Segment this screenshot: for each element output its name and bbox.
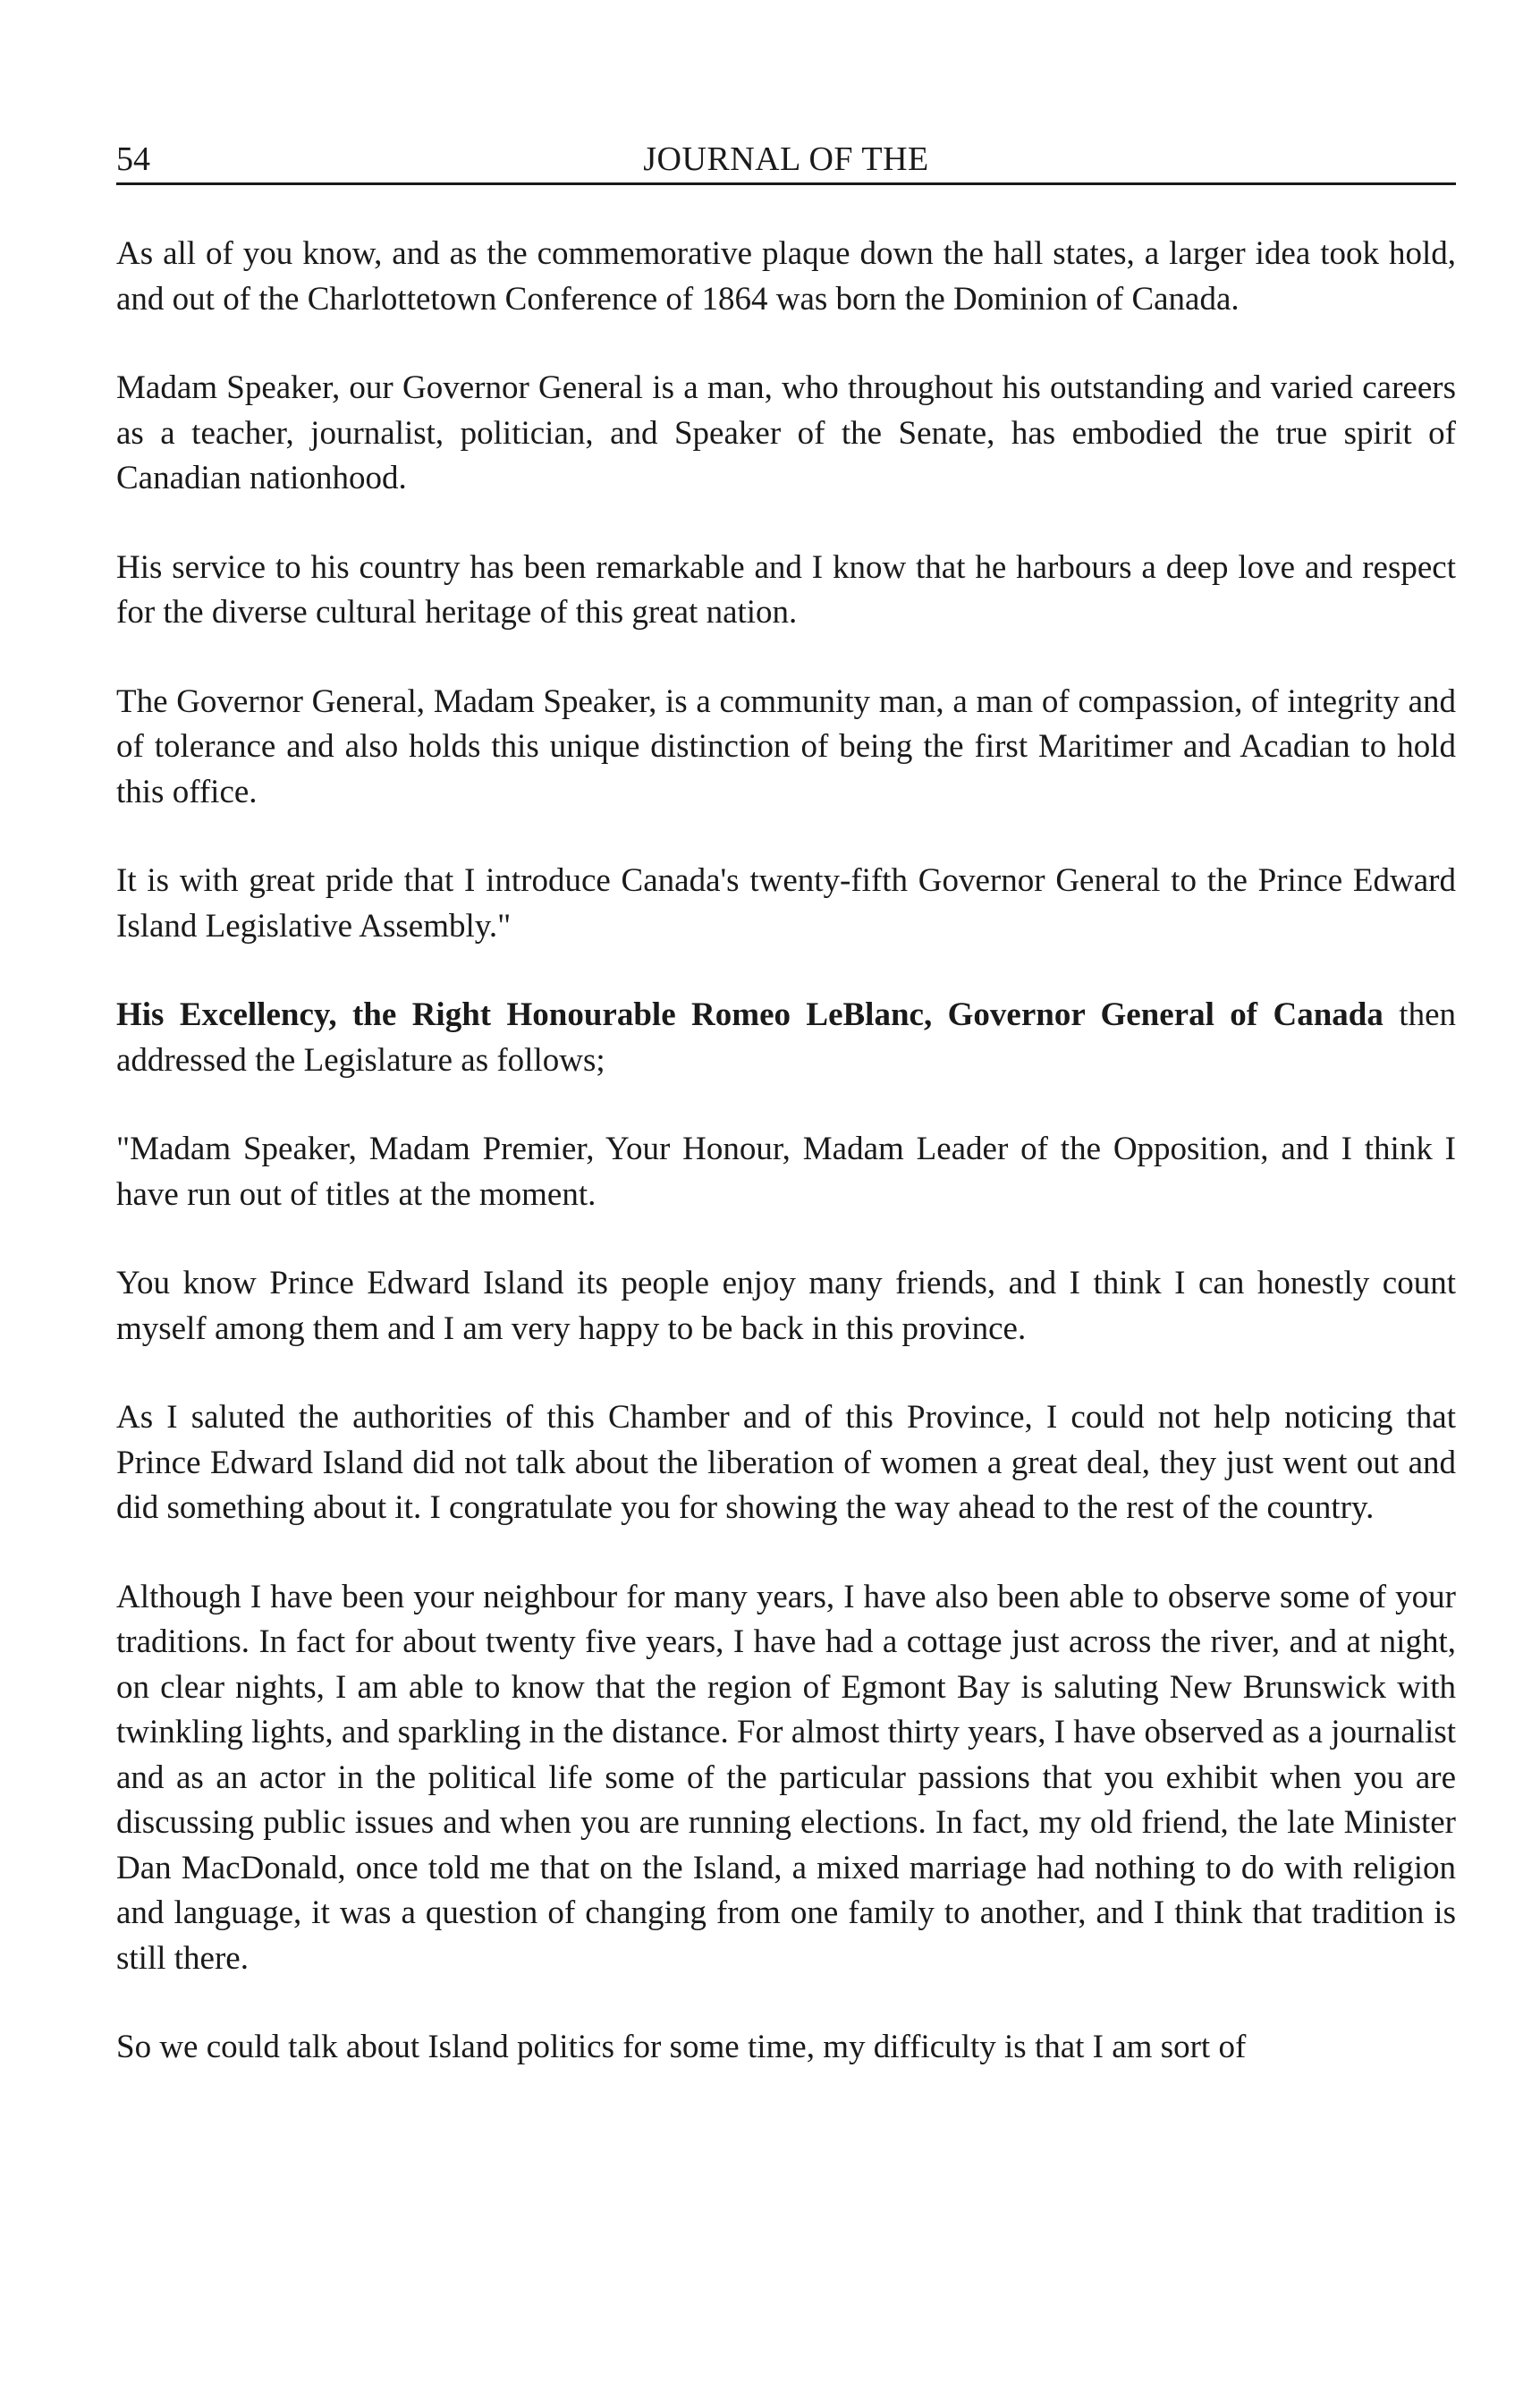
page-number: 54 xyxy=(116,140,150,178)
speech-paragraph: "Madam Speaker, Madam Premier, Your Honour, Madam Leader of the Opposition, and I think I have run out of titles at the moment. xyxy=(116,1131,1456,1213)
paragraph: The Governor General, Madam Speaker, is a community man, a man of compassion, of integrity and of tolerance and also holds this unique distinction of being the first Maritimer and Acadian to hold this office. xyxy=(116,682,1456,810)
speech-paragraph: So we could talk about Island politics for some time, my difficulty is that I am sort of xyxy=(116,2029,1247,2065)
speaker-name: His Excellency, the Right Honourable Romeo LeBlanc, Governor General of Canada xyxy=(116,996,1383,1033)
paragraph: As all of you know, and as the commemorative plaque down the hall states, a larger idea took hold, and out of the Charlottetown Conference of 1864 was born the Dominion of Canada. xyxy=(116,235,1456,318)
running-head: JOURNAL OF THE xyxy=(643,140,929,178)
body-text xyxy=(116,232,1456,2071)
paragraph: His service to his country has been remarkable and I know that he harbours a deep love and respect for the diverse cultural heritage of this great nation. xyxy=(116,548,1456,631)
speech-paragraph: You know Prince Edward Island its people enjoy many friends, and I think I can honestly count myself among them and I am very happy to be back in this province. xyxy=(116,1265,1456,1347)
speech-paragraph: As I saluted the authorities of this Chamber and of this Province, I could not help noticing that Prince Edward Island did not talk about the liberation of women a great deal, they just went out and did something about it. I congratulate you for showing the way ahead to the rest of the country. xyxy=(116,1399,1456,1526)
paragraph: It is with great pride that I introduce Canada's twenty-fifth Governor General to the Prince Edward Island Legislative Assembly." xyxy=(116,862,1456,945)
paragraph: Madam Speaker, our Governor General is a man, who throughout his outstanding and varied careers as a teacher, journalist, politician, and Speaker of the Senate, has embodied the true spirit of Canadian nationhood. xyxy=(116,369,1456,496)
address-intro-text: then addressed the Legislature as follows; xyxy=(116,996,1456,1079)
address-intro-paragraph xyxy=(116,993,1456,1083)
journal-page xyxy=(116,134,1456,2071)
speech-paragraph: Although I have been your neighbour for many years, I have also been able to observe some of your traditions. In fact for about twenty five years, I have had a cottage just across the river, and at night, on clear nights, I am able to know that the region of Egmont Bay is saluting New Brunswick with twinkling lights, and sparkling in the distance. For almost thirty years, I have observed as a journalist and as an actor in the political life some of the particular passions that you exhibit when you are discussing public issues and when you are running elections. In fact, my old friend, the late Minister Dan MacDonald, once told me that on the Island, a mixed marriage had nothing to do with religion and language, it was a question of changing from one family to another, and I think that tradition is still there. xyxy=(116,1578,1456,1977)
page-header xyxy=(116,134,1456,185)
